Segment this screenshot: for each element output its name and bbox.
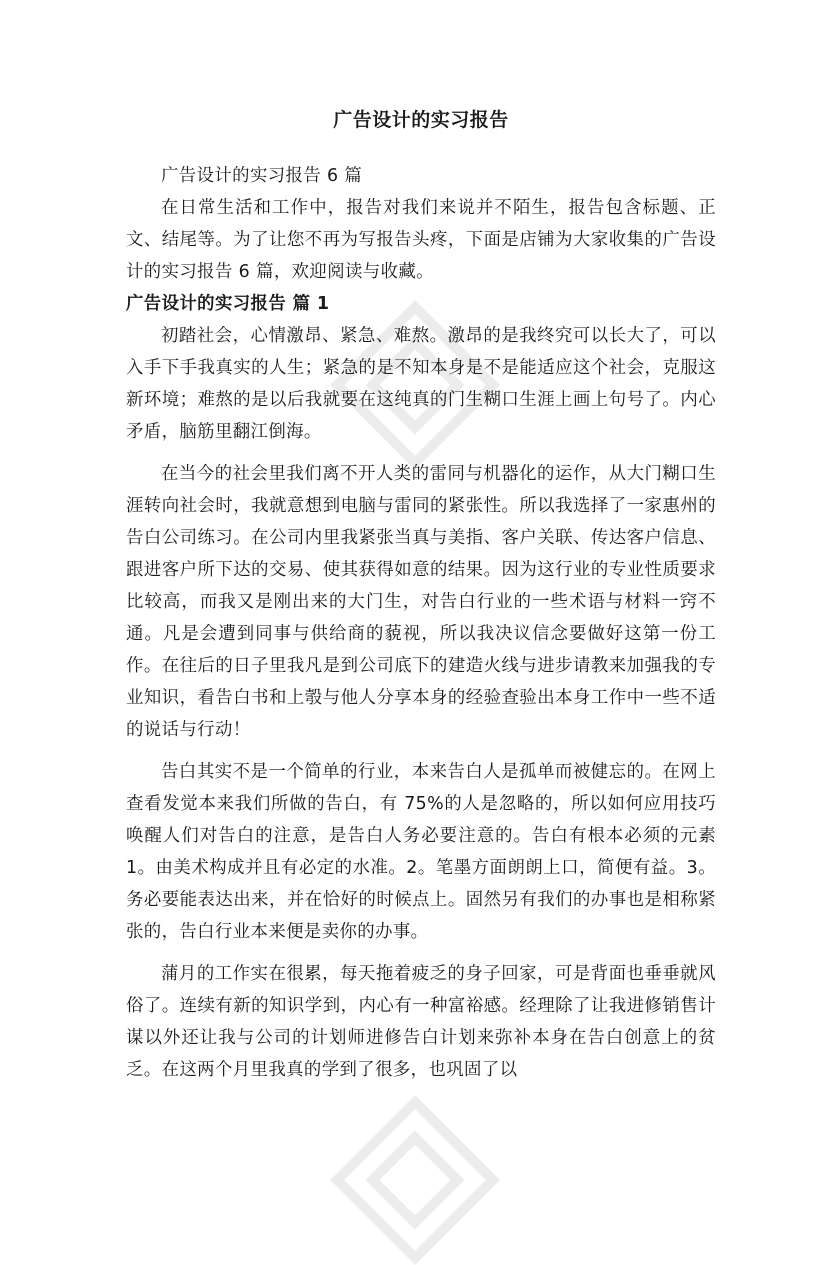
body-paragraph: 初踏社会，心情激昂、紧急、难熬。激昂的是我终究可以长大了，可以入手下手我真实的人生；紧急的是不知本身是不是能适应这个社会，克服这新环境；难熬的是以后我就要在这纯真的门生糊口生涯上画上句号了。内心矛盾，脑筋里翻江倒海。	[126, 326, 716, 442]
intro-heading: 广告设计的实习报告 6 篇	[161, 166, 363, 186]
watermark-logo-icon	[330, 1095, 500, 1265]
body-paragraph: 告白其实不是一个简单的行业，本来告白人是孤单而被健忘的。在网上查看发觉本来我们所做的告白，有 75%的人是忽略的，所以如何应用技巧唤醒人们对告白的注意，是告白人务必要注意的。告白有根本必须的元素 1。由美术构成并且有必定的水准。2。笔墨方面朗朗上口，简便有益。3。务必要能表达出来，并在恰好的时候点上。固然另有我们的办事也是相称紧张的，告白行业本来便是卖你的办事。	[126, 762, 716, 942]
section-heading: 广告设计的实习报告 篇 1	[126, 294, 330, 314]
body-paragraph: 蒲月的工作实在很累，每天拖着疲乏的身子回家，可是背面也垂垂就风俗了。连续有新的知识学到，内心有一种富裕感。经理除了让我进修销售计谋以外还让我与公司的计划师进修告白计划来弥补本身在告白创意上的贫乏。在这两个月里我真的学到了很多，也巩固了以	[126, 964, 716, 1080]
document-title: 广告设计的实习报告	[333, 109, 509, 131]
document-body	[126, 104, 716, 1086]
body-paragraph: 在当今的社会里我们离不开人类的雷同与机器化的运作，从大门糊口生涯转向社会时，我就意想到电脑与雷同的紧张性。所以我选择了一家惠州的告白公司练习。在公司内里我紧张当真与美指、客户关联、传达客户信息、跟进客户所下达的交易、使其获得如意的结果。因为这行业的专业性质要求比较高，而我又是刚出来的大门生，对告白行业的一些术语与材料一窍不通。凡是会遭到同事与供给商的藐视，所以我决议信念要做好这第一份工作。在往后的日子里我凡是到公司底下的建造火线与进步请教来加强我的专业知识，看告白书和上彀与他人分享本身的经验查验出本身工作中一些不适的说话与行动！	[126, 464, 716, 740]
intro-paragraph: 在日常生活和工作中，报告对我们来说并不陌生，报告包含标题、正文、结尾等。为了让您不再为写报告头疼，下面是店铺为大家收集的广告设计的实习报告 6 篇，欢迎阅读与收藏。	[126, 198, 716, 282]
